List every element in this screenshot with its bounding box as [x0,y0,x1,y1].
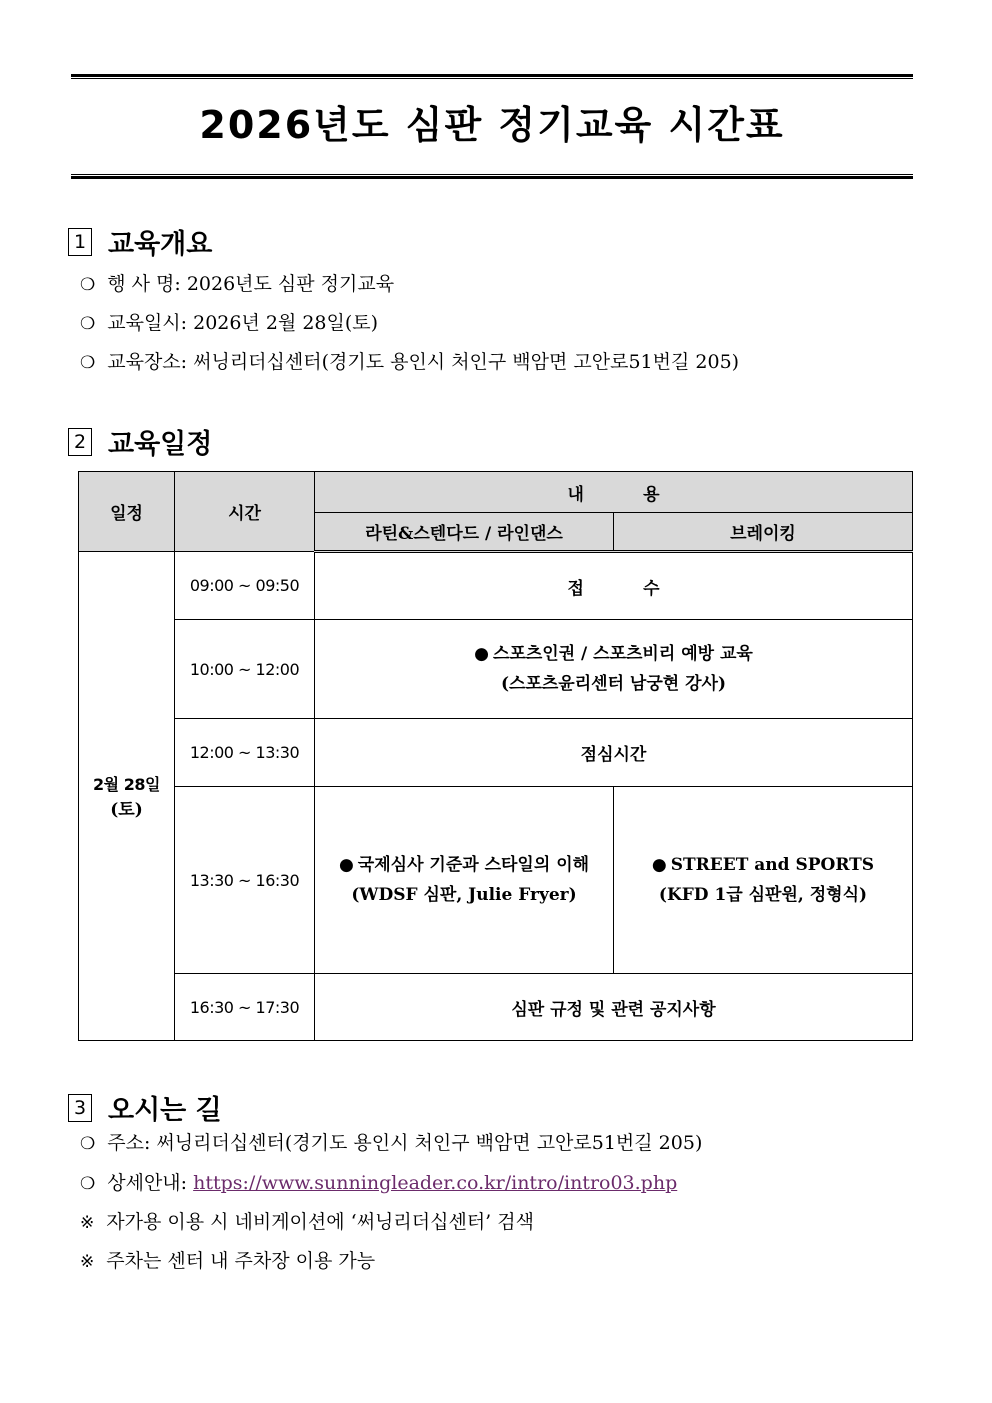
time-cell: 13:30 ~ 16:30 [175,787,315,974]
circle-bullet-icon: ❍ [80,275,96,295]
content-cell: 접 수 [315,552,913,620]
header-breaking: 브레이킹 [614,513,913,552]
section-number-box: 3 [68,1094,92,1122]
list-item: ❍ 교육일시: 2026년 2월 28일(토) [80,310,378,337]
time-cell: 16:30 ~ 17:30 [175,974,315,1041]
section-title: 교육개요 [108,229,213,260]
table-row [79,787,913,974]
header-time: 시간 [175,472,315,552]
header-date: 일정 [79,472,175,552]
list-item: ❍ 주소: 써닝리더십센터(경기도 용인시 처인구 백암면 고안로51번길 205) [80,1130,702,1157]
table-row [79,620,913,719]
filled-dot-icon: ● [474,644,490,664]
section-title: 교육일정 [108,429,213,460]
section-heading-directions [68,1088,222,1127]
time-cell: 09:00 ~ 09:50 [175,552,315,620]
section-number-box: 1 [68,228,92,256]
content-cell: ● 스포츠인권 / 스포츠비리 예방 교육 (스포츠윤리센터 남궁현 강사) [315,620,913,719]
content-cell-latin: ● 국제심사 기준과 스타일의 이해 (WDSF 심판, Julie Fryer) [315,787,614,974]
header-content: 내 용 [315,472,913,513]
circle-bullet-icon: ❍ [80,1174,96,1194]
list-item: ※ 자가용 이용 시 네비게이션에 ‘써닝리더십센터’ 검색 [80,1209,534,1236]
title-rule-bottom [71,174,913,179]
note-mark-icon: ※ [80,1252,95,1272]
content-cell-breaking: ● STREET and SPORTS (KFD 1급 심판원, 정형식) [614,787,913,974]
section-heading-schedule [68,422,212,461]
time-cell: 12:00 ~ 13:30 [175,719,315,787]
filled-dot-icon: ● [338,855,354,875]
header-latin-standard: 라틴&스텐다드 / 라인댄스 [315,513,614,552]
section-heading-overview [68,222,212,261]
circle-bullet-icon: ❍ [80,353,96,373]
circle-bullet-icon: ❍ [80,314,96,334]
schedule-table [78,471,913,1041]
detail-link[interactable]: https://www.sunningleader.co.kr/intro/intro03.php [193,1172,678,1194]
date-cell: 2월 28일 (토) [79,552,175,1041]
section-title: 오시는 길 [108,1095,222,1126]
list-item: ❍ 행 사 명: 2026년도 심판 정기교육 [80,271,394,298]
list-item: ※ 주차는 센터 내 주차장 이용 가능 [80,1248,375,1275]
table-row [79,719,913,787]
filled-dot-icon: ● [651,855,667,875]
table-row [79,974,913,1041]
title-rule-top [71,74,913,79]
circle-bullet-icon: ❍ [80,1134,96,1154]
content-cell: 심판 규정 및 관련 공지사항 [315,974,913,1041]
list-item: ❍ 상세안내: https://www.sunningleader.co.kr/intro/intro03.php [80,1170,677,1197]
section-number-box: 2 [68,428,92,456]
table-row [79,552,913,620]
page-title: 2026년도 심판 정기교육 시간표 [199,103,785,147]
time-cell: 10:00 ~ 12:00 [175,620,315,719]
list-item: ❍ 교육장소: 써닝리더십센터(경기도 용인시 처인구 백암면 고안로51번길 205) [80,349,739,376]
note-mark-icon: ※ [80,1213,95,1233]
content-cell: 점심시간 [315,719,913,787]
